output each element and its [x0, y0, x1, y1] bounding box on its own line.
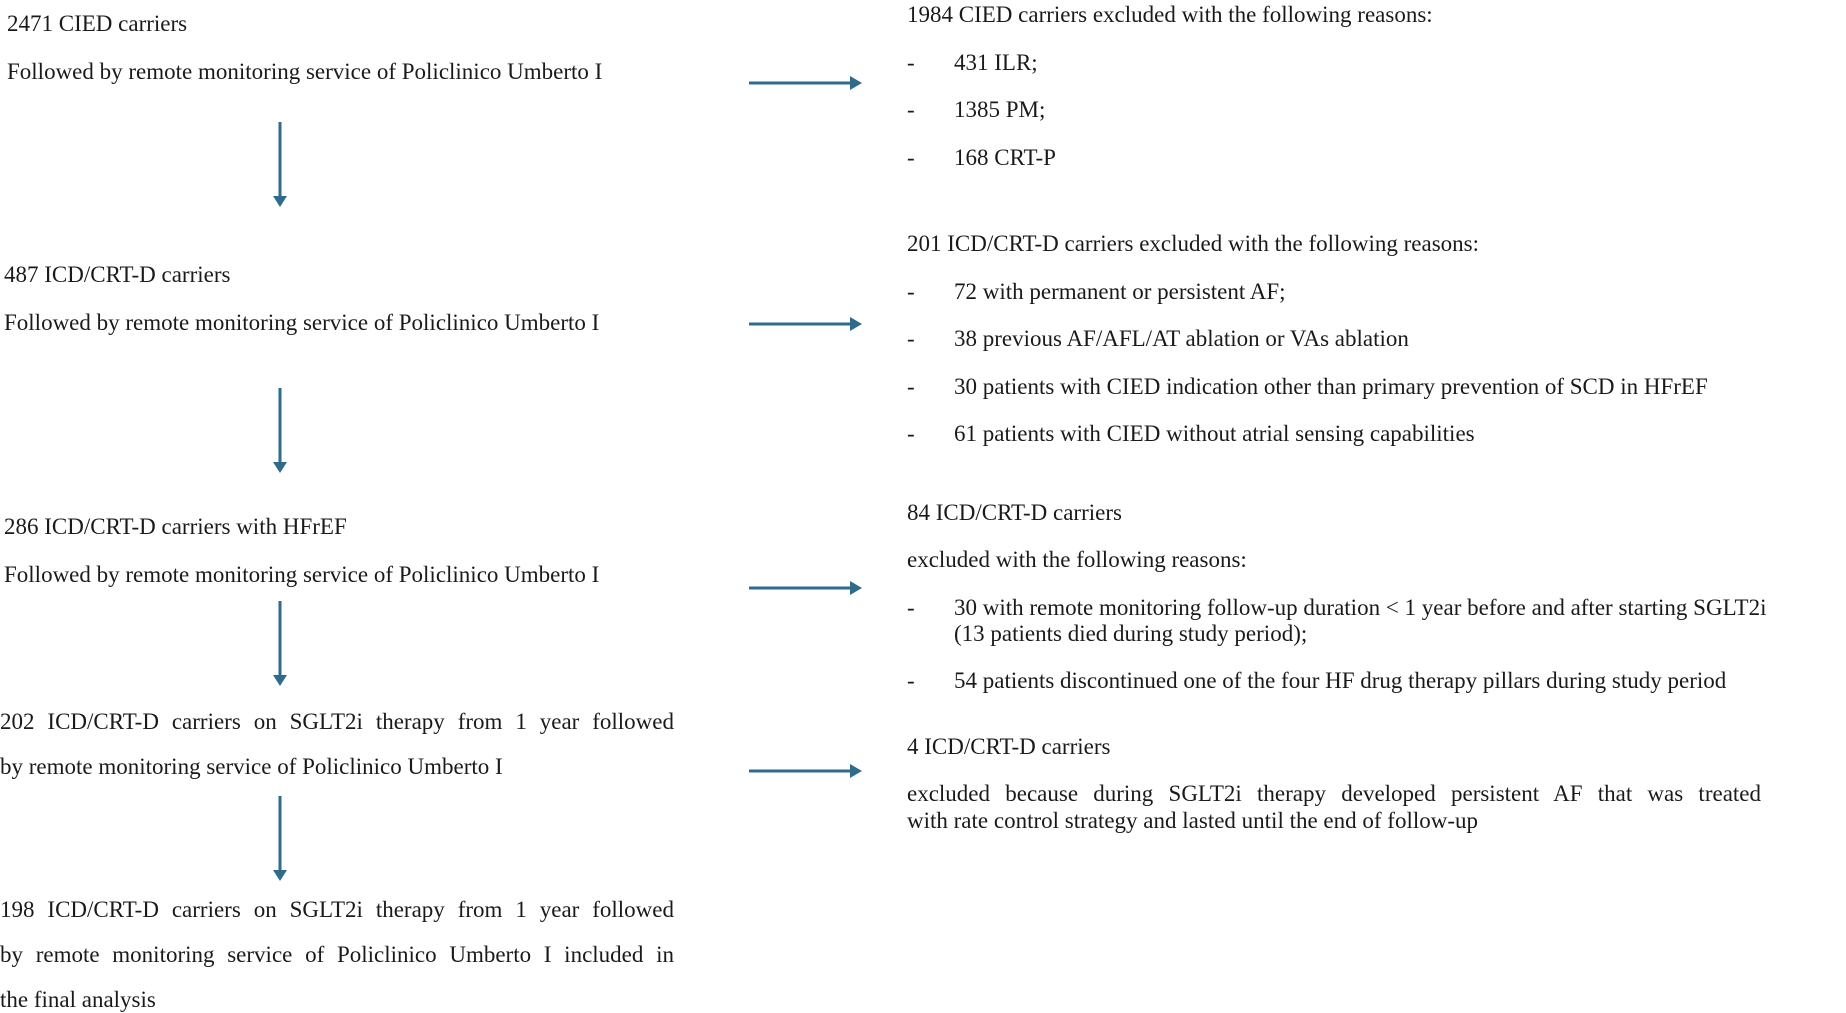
exclusion-2-item: 38 previous AF/AFL/AT ablation or VAs ablation	[954, 326, 1409, 351]
arrow-down-icon	[273, 601, 287, 686]
bullet-dash: -	[907, 595, 915, 620]
step-5-line: 198 ICD/CRT-D carriers on SGLT2i therapy from 1 year followed	[0, 897, 674, 922]
arrow-down-icon	[273, 796, 287, 881]
exclusion-3-item-continued: (13 patients died during study period);	[954, 621, 1308, 646]
exclusion-3-item: 54 patients discontinued one of the four HF drug therapy pillars during study period	[954, 668, 1727, 693]
bullet-dash: -	[907, 50, 915, 75]
exclusion-2-item: 61 patients with CIED without atrial sensing capabilities	[954, 421, 1475, 446]
step-4-line: by remote monitoring service of Policlinico Umberto I	[0, 754, 503, 779]
step-3-subtitle: Followed by remote monitoring service of Policlinico Umberto I	[4, 562, 600, 587]
bullet-dash: -	[907, 668, 915, 693]
exclusion-3-item: 30 with remote monitoring follow-up duration < 1 year before and after starting SGLT2i	[954, 595, 1767, 620]
exclusion-3-subheading: excluded with the following reasons:	[907, 547, 1247, 572]
exclusion-4-heading: 4 ICD/CRT-D carriers	[907, 734, 1111, 759]
step-2-title: 487 ICD/CRT-D carriers	[4, 262, 231, 287]
arrow-right-icon	[749, 581, 862, 595]
exclusion-4-line: with rate control strategy and lasted until the end of follow-up	[907, 808, 1479, 833]
arrow-down-icon	[273, 122, 287, 207]
bullet-dash: -	[907, 145, 915, 170]
arrow-right-icon	[749, 764, 862, 778]
arrow-right-icon	[749, 317, 862, 331]
step-1-subtitle: Followed by remote monitoring service of Policlinico Umberto I	[7, 59, 603, 84]
exclusion-1-item: 431 ILR;	[954, 50, 1038, 75]
exclusion-1-item: 168 CRT-P	[954, 145, 1056, 170]
exclusion-2-item: 72 with permanent or persistent AF;	[954, 279, 1286, 304]
step-1-title: 2471 CIED carriers	[7, 11, 188, 36]
bullet-dash: -	[907, 97, 915, 122]
step-5-line: the final analysis	[0, 987, 156, 1012]
exclusion-4-line: excluded because during SGLT2i therapy developed persistent AF that was treated	[907, 781, 1761, 806]
exclusion-1-heading: 1984 CIED carriers excluded with the following reasons:	[907, 2, 1433, 27]
bullet-dash: -	[907, 279, 915, 304]
arrow-down-icon	[273, 388, 287, 473]
step-5-line: by remote monitoring service of Policlinico Umberto I included in	[0, 942, 674, 967]
step-4-line: 202 ICD/CRT-D carriers on SGLT2i therapy from 1 year followed	[0, 709, 674, 734]
bullet-dash: -	[907, 326, 915, 351]
step-5-text	[0, 896, 674, 1013]
exclusion-3-heading: 84 ICD/CRT-D carriers	[907, 500, 1122, 525]
step-4-text	[0, 708, 674, 780]
exclusion-4-text	[907, 780, 1761, 834]
arrow-right-icon	[749, 76, 862, 90]
step-3-title: 286 ICD/CRT-D carriers with HFrEF	[4, 514, 347, 539]
bullet-dash: -	[907, 374, 915, 399]
bullet-dash: -	[907, 421, 915, 446]
exclusion-1-item: 1385 PM;	[954, 97, 1046, 122]
step-2-subtitle: Followed by remote monitoring service of Policlinico Umberto I	[4, 310, 600, 335]
exclusion-2-item: 30 patients with CIED indication other than primary prevention of SCD in HFrEF	[954, 374, 1708, 399]
exclusion-2-heading: 201 ICD/CRT-D carriers excluded with the following reasons:	[907, 231, 1480, 256]
